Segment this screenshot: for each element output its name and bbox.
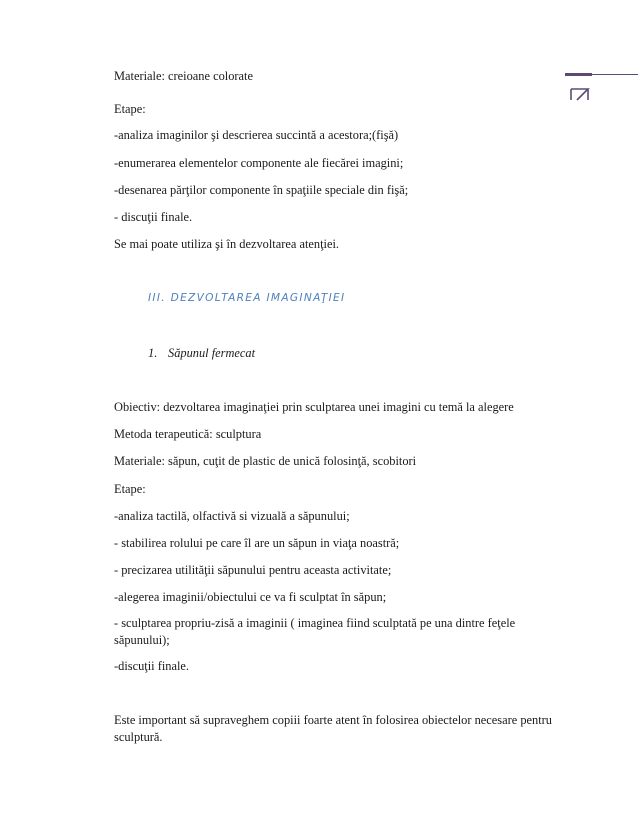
step-item: -discuţii finale. bbox=[114, 659, 190, 673]
steps-label: Etape: bbox=[114, 102, 146, 116]
steps-label: Etape: bbox=[114, 482, 146, 496]
materials-line: Materiale: săpun, cuţit de plastic de unică folosinţă, scobitori bbox=[114, 454, 417, 468]
step-item: - discuţii finale. bbox=[114, 210, 193, 224]
section-heading: III. DEZVOLTAREA IMAGINAŢIEI bbox=[148, 292, 346, 304]
subsection-number: 1. bbox=[148, 346, 158, 360]
step-item: -analiza imaginilor şi descrierea succintă a acestora;(fişă) bbox=[114, 128, 399, 142]
note-line: Se mai poate utiliza şi în dezvoltarea atenţiei. bbox=[114, 237, 340, 251]
step-item: -desenarea părţilor componente în spaţiile speciale din fişă; bbox=[114, 183, 409, 197]
step-item: -analiza tactilă, olfactivă si vizuală a săpunului; bbox=[114, 509, 350, 523]
subsection-title: Săpunul fermecat bbox=[168, 346, 256, 360]
step-item: - stabilirea rolului pe care îl are un săpun in viaţa noastră; bbox=[114, 536, 400, 550]
step-item: -enumerarea elementelor componente ale fiecărei imagini; bbox=[114, 156, 404, 170]
page-number bbox=[569, 86, 591, 102]
closing-paragraph: Este important să supraveghem copiii foarte atent în folosirea obiectelor necesare pentru sculptură. bbox=[114, 713, 552, 744]
header-thin-rule bbox=[592, 74, 638, 75]
step-item: - precizarea utilităţii săpunului pentru aceasta activitate; bbox=[114, 563, 392, 577]
materials-line: Materiale: creioane colorate bbox=[114, 69, 253, 83]
header-accent-rule bbox=[565, 73, 592, 76]
subsection-heading bbox=[148, 345, 255, 362]
objective-line: Obiectiv: dezvoltarea imaginaţiei prin sculptarea unei imagini cu temă la alegere bbox=[114, 400, 514, 414]
step-item: - sculptarea propriu-zisă a imaginii ( imaginea fiind sculptată pe una dintre feţele săpunului); bbox=[114, 616, 516, 647]
method-line: Metoda terapeutică: sculptura bbox=[114, 427, 262, 441]
step-item: -alegerea imaginii/obiectului ce va fi sculptat în săpun; bbox=[114, 590, 387, 604]
